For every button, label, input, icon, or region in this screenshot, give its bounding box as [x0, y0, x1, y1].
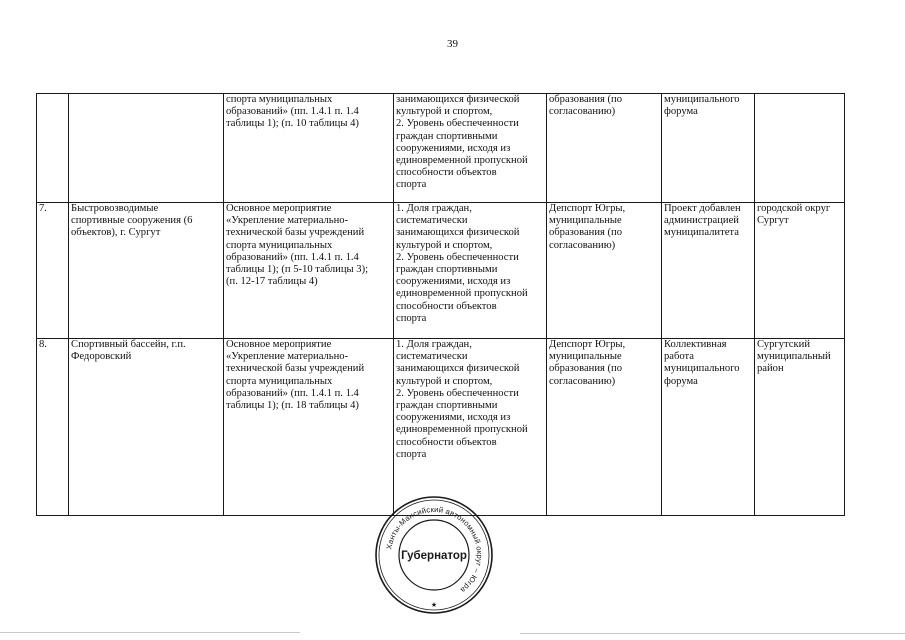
page-number: 39 — [447, 38, 458, 50]
location-cell: Сургутский муниципальный район — [755, 339, 845, 516]
scan-artifact-line — [520, 633, 905, 634]
basis-cell: Проект добавлен администрацией муниципалитета — [662, 203, 755, 339]
table-row — [37, 203, 845, 339]
indicators-cell: 1. Доля граждан, систематически занимающихся физической культурой и спортом, 2. Уровень обеспеченности граждан спортивными сооружениями, исходя из единовременной пропускной способности объектов спорта — [394, 203, 547, 339]
table-row — [37, 339, 845, 516]
stamp-center-label: Губернатор — [401, 550, 467, 562]
row-number-cell: 8. — [37, 339, 69, 516]
basis-cell: муниципального форума — [662, 94, 755, 203]
table-row — [37, 94, 845, 203]
measure-cell: Основное мероприятие «Укрепление материально- технической базы учреждений спорта муниципальных образований» (пп. 1.4.1 п. 1.4 таблицы 1); (п. 18 таблицы 4) — [224, 339, 394, 516]
location-cell: городской округ Сургут — [755, 203, 845, 339]
object-name-cell — [69, 94, 224, 203]
indicators-cell: 1. Доля граждан, систематически занимающихся физической культурой и спортом, 2. Уровень обеспеченности граждан спортивными сооружениями, исходя из единовременной пропускной способности объектов спорта — [394, 339, 547, 516]
measure-cell: Основное мероприятие «Укрепление материально- технической базы учреждений спорта муниципальных образований» (пп. 1.4.1 п. 1.4 таблицы 1); (п 5-10 таблицы 3); (п. 12-17 таблицы 4) — [224, 203, 394, 339]
stamp-seal — [373, 494, 495, 616]
row-number-cell — [37, 94, 69, 203]
scan-artifact-line — [0, 632, 300, 633]
governor-stamp — [373, 494, 495, 616]
location-cell — [755, 94, 845, 203]
basis-cell: Коллективная работа муниципального форума — [662, 339, 755, 516]
object-name-cell: Быстровозводимые спортивные сооружения (6 объектов), г. Сургут — [69, 203, 224, 339]
object-name-cell: Спортивный бассейн, г.п. Федоровский — [69, 339, 224, 516]
indicators-cell: занимающихся физической культурой и спортом, 2. Уровень обеспеченности граждан спортивными сооружениями, исходя из единовременной пропускной способности объектов спорта — [394, 94, 547, 203]
measure-cell: спорта муниципальных образований» (пп. 1.4.1 п. 1.4 таблицы 1); (п. 10 таблицы 4) — [224, 94, 394, 203]
executor-cell: Депспорт Югры, муниципальные образования (по согласованию) — [547, 203, 662, 339]
document-table — [36, 93, 845, 516]
executor-cell: образования (по согласованию) — [547, 94, 662, 203]
stamp-ring-label: Ханты-Мансийский автономный округ – Югра — [384, 504, 485, 595]
stamp-star-icon: ★ — [430, 601, 438, 609]
row-number-cell: 7. — [37, 203, 69, 339]
executor-cell: Депспорт Югры, муниципальные образования (по согласованию) — [547, 339, 662, 516]
